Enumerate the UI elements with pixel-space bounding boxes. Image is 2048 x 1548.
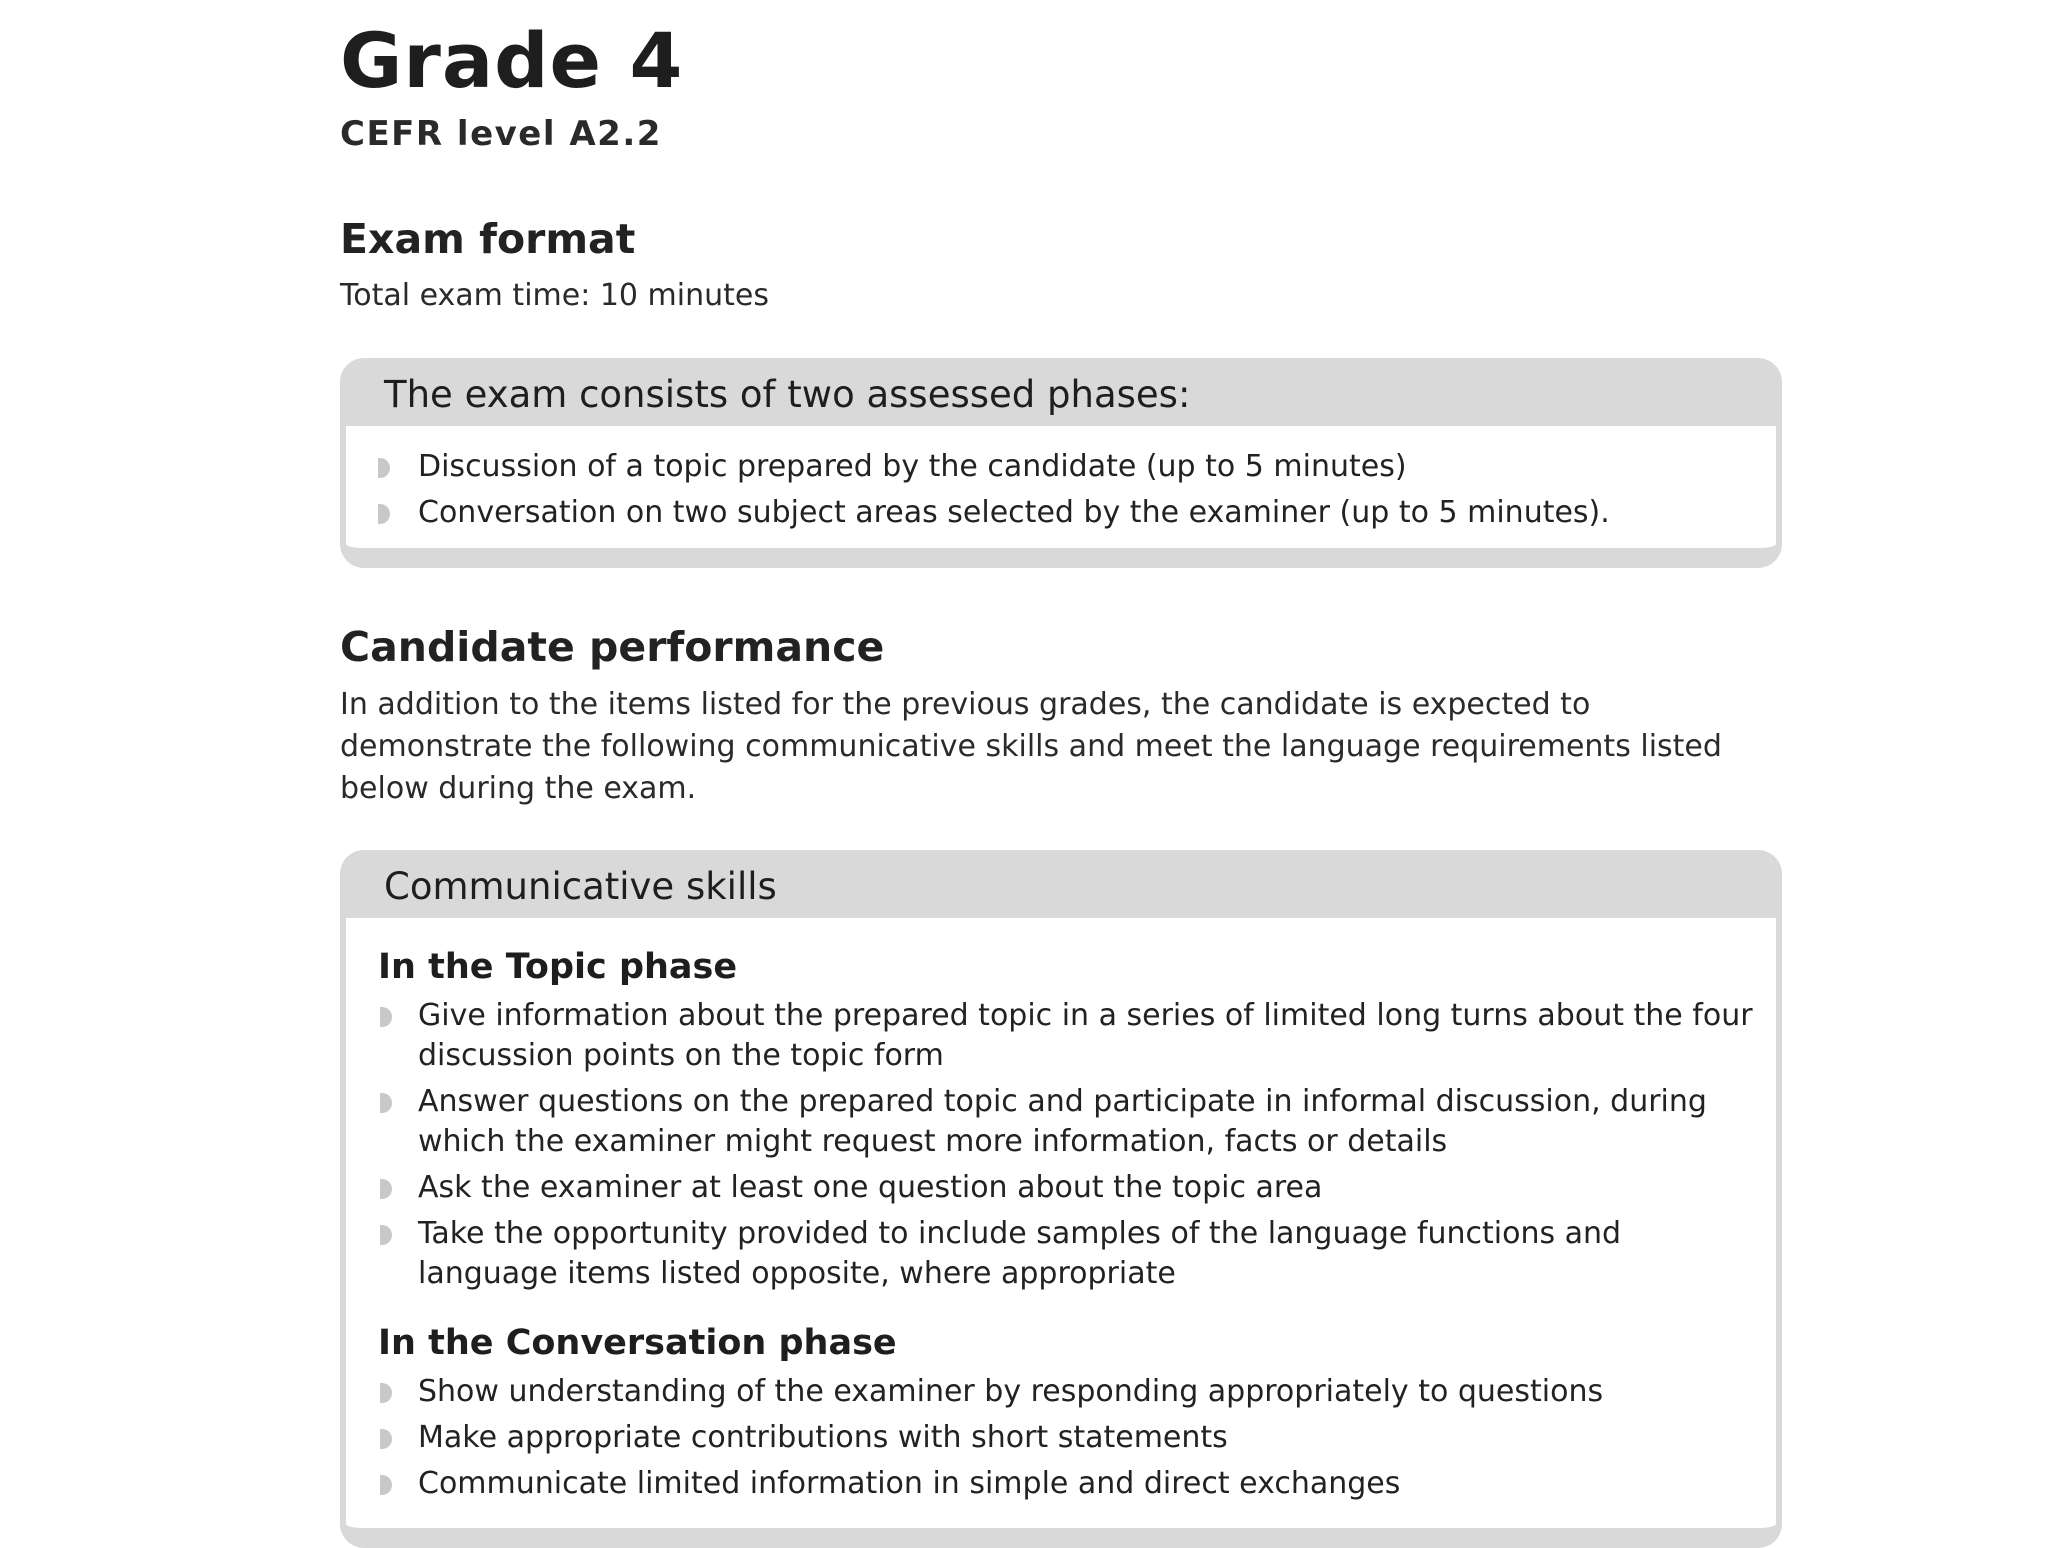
- bullet-icon: [380, 1429, 392, 1449]
- bullet-icon: [380, 1093, 392, 1113]
- communicative-skills-box: [340, 850, 1782, 1548]
- list-item: [378, 1464, 1756, 1504]
- bullet-icon: [378, 504, 390, 524]
- list-item-text: Ask the examiner at least one question about the topic area: [418, 1170, 1323, 1205]
- bullet-icon: [380, 1475, 392, 1495]
- bullet-icon: [380, 1007, 392, 1027]
- list-item: [376, 490, 1776, 536]
- exam-format-heading: Exam format: [340, 215, 636, 263]
- list-item-text: Answer questions on the prepared topic and participate in informal discussion, during which the examiner might request more information, facts or details: [418, 1084, 1707, 1159]
- grade-title: Grade 4: [340, 16, 684, 105]
- list-item-text: Conversation on two subject areas selected by the examiner (up to 5 minutes).: [418, 495, 1610, 530]
- list-item-text: Communicate limited information in simple and direct exchanges: [418, 1466, 1401, 1501]
- phases-list: [346, 426, 1776, 548]
- phases-box: [340, 358, 1782, 568]
- document-page: [340, 18, 1782, 1548]
- list-item-text: Show understanding of the examiner by responding appropriately to questions: [418, 1374, 1604, 1409]
- list-item: [378, 1214, 1756, 1294]
- list-item: [378, 1168, 1756, 1208]
- list-item: [378, 996, 1756, 1076]
- conversation-phase-list: [378, 1372, 1756, 1504]
- communicative-skills-body: [346, 918, 1776, 1528]
- candidate-performance-heading: Candidate performance: [340, 623, 885, 671]
- list-item-text: Discussion of a topic prepared by the candidate (up to 5 minutes): [418, 449, 1407, 484]
- total-exam-time: Total exam time: 10 minutes: [340, 278, 769, 313]
- list-item: [378, 1082, 1756, 1162]
- communicative-skills-title: Communicative skills: [346, 856, 1776, 918]
- topic-phase-heading: In the Topic phase: [378, 947, 738, 987]
- list-item: [378, 1372, 1756, 1412]
- conversation-phase-heading: In the Conversation phase: [378, 1323, 897, 1363]
- list-item: [378, 1418, 1756, 1458]
- topic-phase-list: [378, 996, 1756, 1294]
- list-item: [376, 444, 1776, 490]
- cefr-level: CEFR level A2.2: [340, 114, 662, 154]
- list-item-text: Take the opportunity provided to include samples of the language functions and language items listed opposite, where appropriate: [418, 1216, 1622, 1291]
- bullet-icon: [380, 1383, 392, 1403]
- candidate-performance-intro: In addition to the items listed for the previous grades, the candidate is expected to demonstrate the following communicative skills and meet the language requirements listed below during the exam.: [340, 687, 1722, 806]
- list-item-text: Make appropriate contributions with short statements: [418, 1420, 1228, 1455]
- bullet-icon: [378, 458, 390, 478]
- list-item-text: Give information about the prepared topic in a series of limited long turns about the four discussion points on the topic form: [418, 998, 1753, 1073]
- bullet-icon: [380, 1179, 392, 1199]
- phases-box-title: The exam consists of two assessed phases:: [346, 364, 1776, 426]
- bullet-icon: [380, 1225, 392, 1245]
